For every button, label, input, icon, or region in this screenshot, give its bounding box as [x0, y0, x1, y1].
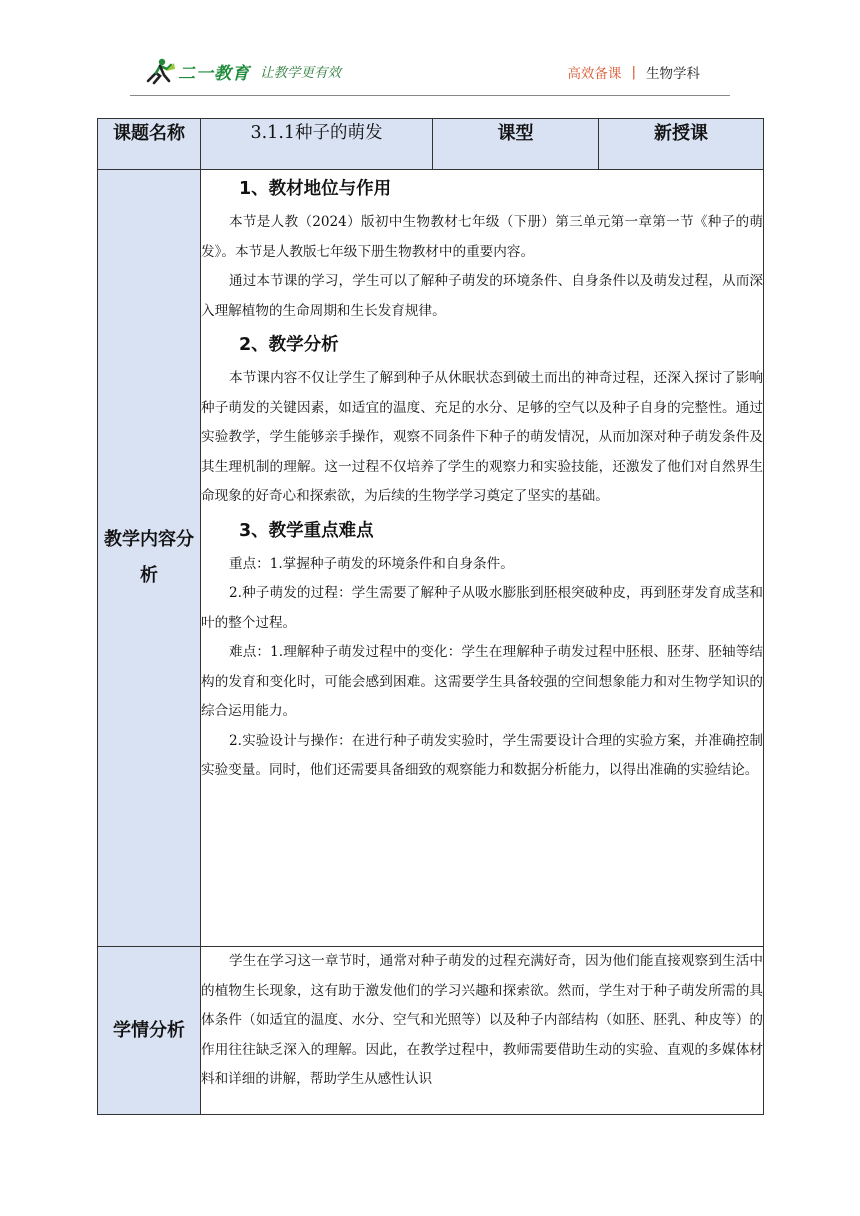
- section1-paragraph-1: 本节是人教（2024）版初中生物教材七年级（下册）第三单元第一章第一节《种子的萌发》。本节是人教版七年级下册生物教材中的重要内容。: [201, 214, 763, 260]
- section3-paragraph-3: 难点：1.理解种子萌发过程中的变化：学生在理解种子萌发过程中胚根、胚芽、胚轴等结构的发育和变化时，可能会感到困难。这需要学生具备较强的空间想象能力和对生物学知识的综合运用能力。: [201, 644, 763, 719]
- learner-analysis-paragraph: 学生在学习这一章节时，通常对种子萌发的过程充满好奇，因为他们能直接观察到生活中的植物生长现象，这有助于激发他们的学习兴趣和探索欲。然而，学生对于种子萌发所需的具体条件（如适宜的温度、水分、空气和光照等）以及种子内部结构（如胚、胚乳、种皮等）的作用往往缺乏深入的理解。因此，在教学过程中，教师需要借助生动的实验、直观的多媒体材料和详细的讲解，帮助学生从感性认识: [201, 953, 763, 1087]
- section2-paragraph-1: 本节课内容不仅让学生了解到种子从休眠状态到破土而出的神奇过程，还深入探讨了影响种子萌发的关键因素，如适宜的温度、充足的水分、足够的空气以及种子自身的完整性。通过实验教学，学生能够亲手操作，观察不同条件下种子的萌发情况，从而加深对种子萌发条件及其生理机制的理解。这一过程不仅培养了学生的观察力和实验技能，还激发了他们对自然界生命现象的好奇心和探索欲，为后续的生物学学习奠定了坚实的基础。: [201, 370, 763, 504]
- table-header-row: [98, 119, 764, 170]
- learner-analysis-label: 学情分析: [98, 947, 201, 1115]
- content-analysis-label: [98, 170, 201, 947]
- tag-separator: |: [631, 64, 636, 80]
- lesson-type-label: 课型: [433, 119, 599, 170]
- section3-paragraph-4: 2.实验设计与操作：在进行种子萌发实验时，学生需要设计合理的实验方案，并准确控制实验变量。同时，他们还需要具备细致的观察能力和数据分析能力，以得出准确的实验结论。: [201, 732, 763, 778]
- tag-prep[interactable]: 高效备课: [567, 66, 622, 82]
- learner-analysis-row: [98, 947, 764, 1115]
- content-analysis-label-text: 教学内容分析: [104, 529, 194, 586]
- section3-paragraph-2: 2.种子萌发的过程：学生需要了解种子从吸水膨胀到胚根突破种皮，再到胚芽发育成茎和叶的整个过程。: [201, 585, 763, 631]
- brand-logo[interactable]: [142, 57, 341, 85]
- content-analysis-body: [201, 170, 764, 947]
- slogan: 让教学更有效: [260, 65, 341, 81]
- lesson-title: 3.1.1种子的萌发: [201, 119, 433, 170]
- content-analysis-row: [98, 170, 764, 947]
- section1-title: 1、教材地位与作用: [239, 179, 392, 199]
- header-divider: [130, 95, 730, 96]
- learner-analysis-body: [201, 947, 764, 1115]
- section3-title: 3、教学重点难点: [239, 520, 374, 541]
- page-header: [130, 52, 730, 96]
- section1-paragraph-2: 通过本节课的学习，学生可以了解种子萌发的环境条件、自身条件以及萌发过程，从而深入理解植物的生命周期和生长发育规律。: [201, 273, 763, 319]
- tag-subject[interactable]: 生物学科: [646, 66, 700, 82]
- section2-title: 2、教学分析: [239, 335, 339, 355]
- logo-text: 二一教育: [178, 63, 250, 84]
- section3-paragraph-1: 重点：1.掌握种子萌发的环境条件和自身条件。: [229, 555, 514, 572]
- runner-logo-icon: [142, 57, 176, 85]
- lesson-plan-table: [97, 118, 764, 1115]
- header-tags: [567, 62, 700, 82]
- lesson-type-value: 新授课: [599, 119, 764, 170]
- lesson-name-label: 课题名称: [98, 119, 201, 170]
